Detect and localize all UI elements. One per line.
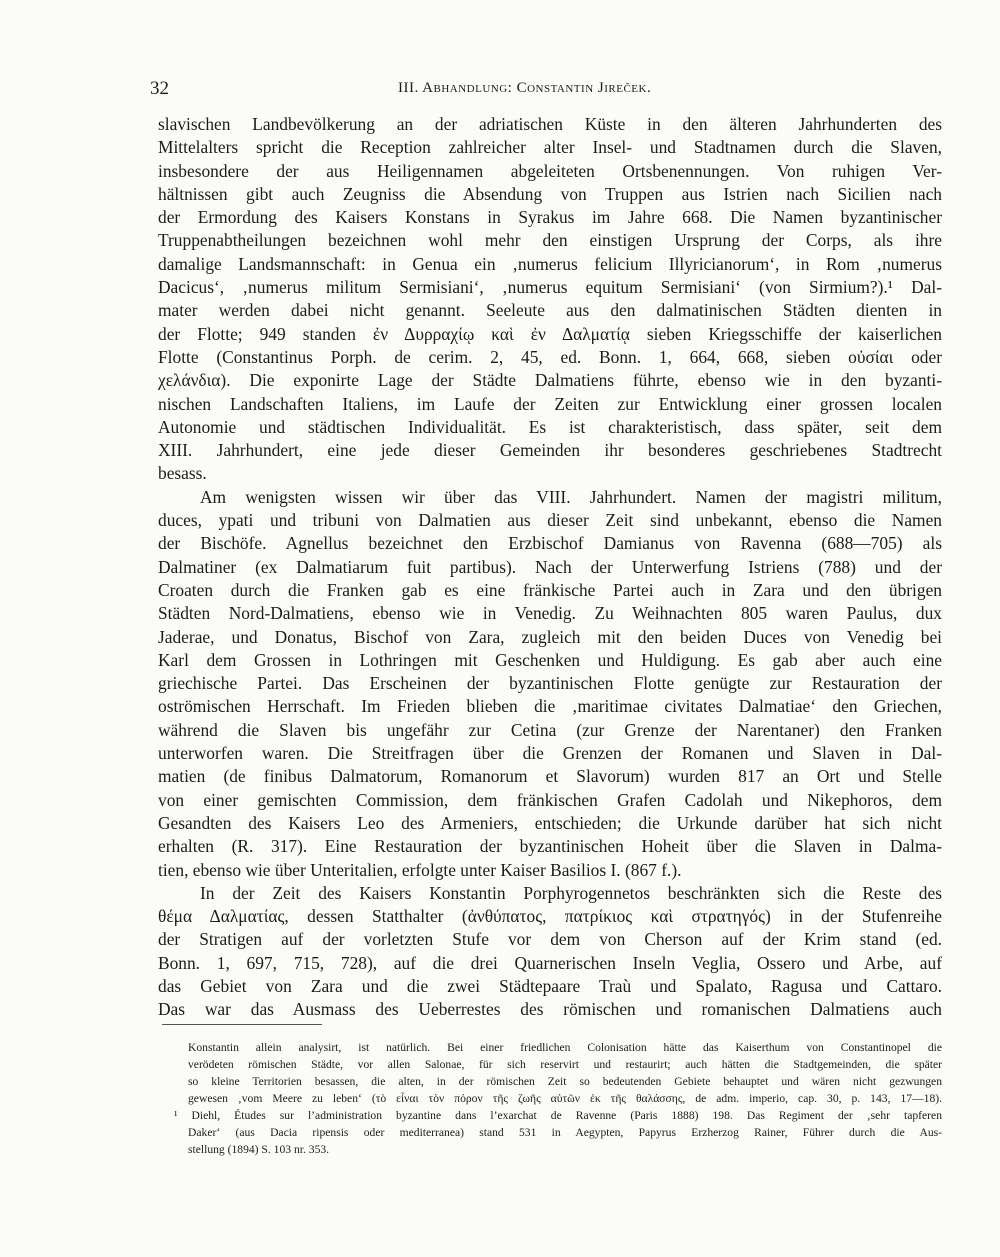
footnote-line: so kleine Territorien besassen, die alten, in der römischen Zeit so bedeutenden Gebiete behauptet und wären nicht gezwungen	[188, 1075, 942, 1088]
text-line: θέμα Δαλματίας, dessen Statthalter (ἀνθύπατος, πατρίκιος καὶ στρατηγός) in der Stufenreihe	[158, 906, 942, 927]
text-line: Dacicus‘, ‚numerus militum Sermisiani‘, ‚numerus equitum Sermisiani‘ (von Sirmium?).¹ Dal-	[158, 277, 942, 298]
text-line: während die Slaven bis ungefähr zur Cetina (zur Grenze der Narentaner) den Franken	[158, 719, 942, 740]
text-line: erhalten (R. 317). Eine Restauration der byzantinischen Hoheit über die Slaven in Dalma-	[158, 836, 942, 857]
footnote-line: verödeten römischen Städte, vor allen Salonae, für sich reservirt und restaurirt; auch hätten die Stadtgemeinden, die später	[188, 1058, 942, 1071]
text-line: von einer gemischten Commission, dem fränkischen Grafen Cadolah und Nikephoros, dem	[158, 789, 942, 810]
text-line: Dalmatiner (ex Dalmatiarum fuit partibus). Nach der Unterwerfung Istriens (788) und der	[158, 556, 942, 577]
page-header	[150, 78, 942, 102]
text-line: Städten Nord-Dalmatiens, ebenso wie in Venedig. Zu Weihnachten 805 waren Paulus, dux	[158, 603, 942, 624]
text-line: Bonn. 1, 697, 715, 728), auf die drei Quarnerischen Inseln Veglia, Ossero und Arbe, auf	[158, 952, 942, 973]
footnote-line: Konstantin allein analysirt, ist natürlich. Bei einer friedlichen Colonisation hätte das Kaiserthum von Constantinopel die	[188, 1041, 942, 1054]
paragraph-start: Am wenigsten wissen wir über das VIII. Jahrhundert. Namen der magistri militum,	[200, 486, 942, 507]
text-line: der Bischöfe. Agnellus bezeichnet den Erzbischof Damianus von Ravenna (688—705) als	[158, 533, 942, 554]
text-line: Croaten durch die Franken gab es eine fränkische Partei auch in Zara und den übrigen	[158, 579, 942, 600]
text-line: besass.	[158, 463, 207, 484]
text-line: Das war das Ausmass des Ueberrestes des römischen und romanischen Dalmatiens auch	[158, 999, 942, 1020]
footnote-line: Daker‘ (aus Dacia ripensis oder mediterranea) stand 531 in Aegypten, Papyrus Erzherzog Rainer, Führer durch die Aus-	[188, 1126, 942, 1139]
text-line: der Flotte; 949 standen ἐν Δυρραχίῳ καὶ ἐν Δαλματίᾳ sieben Kriegsschiffe der kaiserlichen	[158, 323, 942, 344]
text-line: Jaderae, und Donatus, Bischof von Zara, zugleich mit den beiden Duces von Venedig bei	[158, 626, 942, 647]
footnote-line: stellung (1894) S. 103 nr. 353.	[188, 1143, 330, 1156]
footnote-line: gewesen ‚vom Meere zu leben‘ (τὸ εἶναι τὸν πόρον τῆς ζωῆς αὐτῶν ἐκ τῆς θαλάσσης, de adm. imperio, cap. 30, p. 143, 17—18).	[188, 1092, 942, 1105]
text-line: tien, ebenso wie über Unteritalien, erfolgte unter Kaiser Basilios I. (867 f.).	[158, 859, 682, 880]
text-line: XIII. Jahrhundert, eine jede dieser Gemeinden ihr besonderes geschriebenes Stadtrecht	[158, 440, 942, 461]
text-line: Autonomie und städtischen Individualität. Es ist charakteristisch, dass später, seit dem	[158, 416, 942, 437]
text-line: slavischen Landbevölkerung an der adriatischen Küste in den älteren Jahrhunderten des	[158, 114, 942, 134]
text-line: nischen Landschaften Italiens, im Laufe der Zeiten zur Entwicklung einer grossen localen	[158, 393, 942, 414]
text-line: Truppenabtheilungen bezeichnen wohl mehr den einstigen Ursprung der Corps, als ihre	[158, 230, 942, 251]
text-line: insbesondere der aus Heiligennamen abgeleiteten Ortsbenennungen. Von ruhigen Ver-	[158, 160, 942, 181]
text-line: χελάνδια). Die exponirte Lage der Städte Dalmatiens führte, ebenso wie in den byzanti-	[158, 370, 942, 391]
text-line: Mittelalters spricht die Reception zahlreicher alter Insel- und Stadtnamen durch die Slaven,	[158, 137, 942, 158]
text-line: der Ermordung des Kaisers Konstans in Syrakus im Jahre 668. Die Namen byzantinischer	[158, 207, 942, 228]
text-line: Karl dem Grossen in Lothringen mit Geschenken und Huldigung. Es gab aber auch eine	[158, 649, 942, 670]
text-line: unterworfen waren. Die Streitfragen über die Grenzen der Romanen und Slaven in Dal-	[158, 743, 942, 764]
text-line: damalige Landsmannschaft: in Genua ein ‚numerus felicium Illyricianorum‘, in Rom ‚numerus	[158, 253, 942, 274]
text-line: das Gebiet von Zara und die zwei Städtepaare Traù und Spalato, Ragusa und Cattaro.	[158, 975, 942, 996]
text-line: oströmischen Herrschaft. Im Frieden blieben die ‚maritimae civitates Dalmatiae‘ den Griechen,	[158, 696, 942, 717]
footnotes	[174, 1039, 942, 1158]
text-line: der Stratigen auf der vorletzten Stufe vor dem von Cherson auf der Krim stand (ed.	[158, 929, 942, 950]
page-number: 32	[150, 78, 169, 99]
paragraph-start: In der Zeit des Kaisers Konstantin Porphyrogennetos beschränkten sich die Reste des	[200, 882, 942, 903]
text-line: Gesandten des Kaisers Leo des Armeniers, entschieden; die Urkunde darüber hat sich nicht	[158, 812, 942, 833]
footnote-1-start: ¹ Diehl, Études sur l’administration byzantine dans l’exarchat de Ravenne (Paris 1888) 198. Das Regiment der ‚sehr tapferen	[174, 1109, 942, 1122]
text-line: mater werden dabei nicht genannt. Seeleute aus den dalmatinischen Städten dienten in	[158, 300, 942, 321]
text-line: matien (de finibus Dalmatorum, Romanorum et Slavorum) wurden 817 an Ort und Stelle	[158, 766, 942, 787]
running-head: III. Abhandlung: Constantin Jireček.	[398, 80, 652, 96]
text-line: hältnissen gibt auch Zeugniss die Absendung von Truppen aus Istrien nach Sicilien nach	[158, 183, 942, 204]
text-line: duces, ypati und tribuni von Dalmatien aus dieser Zeit sind unbekannt, ebenso die Namen	[158, 510, 942, 531]
text-line: Flotte (Constantinus Porph. de cerim. 2, 45, ed. Bonn. 1, 664, 668, sieben οὐσίαι oder	[158, 346, 942, 367]
main-text	[158, 113, 942, 1022]
footnote-divider	[162, 1024, 322, 1025]
text-line: griechische Partei. Das Erscheinen der byzantinischen Flotte genügte zur Restauration der	[158, 673, 942, 694]
